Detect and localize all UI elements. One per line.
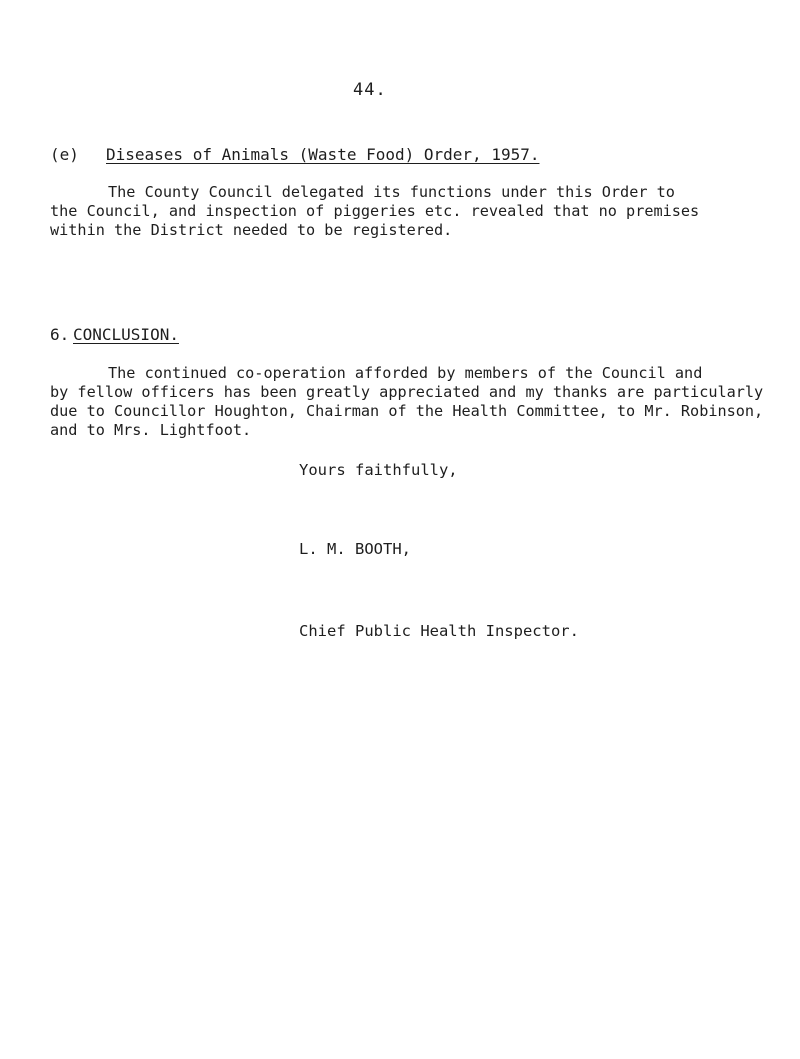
section-e-title: Diseases of Animals (Waste Food) Order, 1957. (106, 145, 540, 164)
section-e-label: (e) (50, 145, 79, 164)
section-e-paragraph (50, 183, 699, 240)
paragraph-line: within the District needed to be registered. (50, 221, 453, 239)
signature-name: L. M. BOOTH, (299, 540, 411, 558)
paragraph-line: and to Mrs. Lightfoot. (50, 421, 252, 439)
paragraph-line: the Council, and inspection of piggeries etc. revealed that no premises (50, 202, 700, 220)
section-6-number: 6. (50, 325, 70, 344)
section-6-heading (50, 325, 179, 344)
closing-salutation: Yours faithfully, (299, 461, 458, 479)
paragraph-line: The County Council delegated its functions under this Order to (108, 183, 675, 201)
page-number: 44. (353, 80, 387, 100)
paragraph-line: due to Councillor Houghton, Chairman of the Health Committee, to Mr. Robinson, (50, 402, 764, 420)
section-e-heading (50, 145, 539, 164)
paragraph-line: by fellow officers has been greatly appreciated and my thanks are particularly (50, 383, 764, 401)
paragraph-line: The continued co-operation afforded by members of the Council and (108, 364, 703, 382)
section-6-title: CONCLUSION. (73, 325, 179, 344)
signer-title: Chief Public Health Inspector. (299, 622, 579, 640)
section-6-paragraph (50, 364, 763, 440)
